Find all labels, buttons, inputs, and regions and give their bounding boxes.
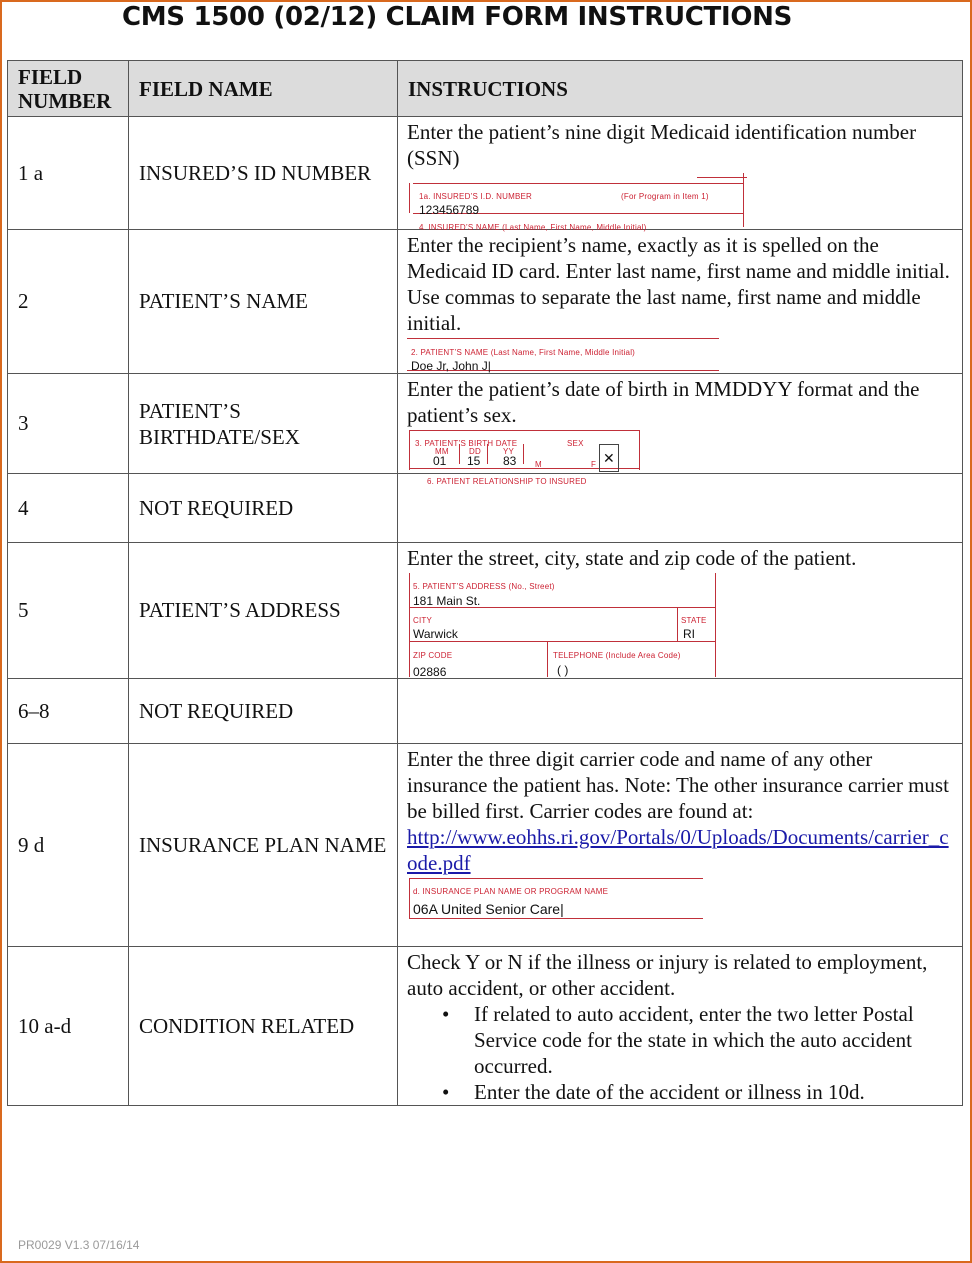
instruction-text: Enter the patient’s nine digit Medicaid identification number (SSN) <box>407 120 917 170</box>
form-snippet-address <box>407 571 956 677</box>
instruction-text: Enter the recipient’s name, exactly as it is spelled on the Medicaid ID card. Enter last name, first name and middle initial. Use commas to separate the last name, first name and middle initial. <box>407 233 950 335</box>
form-snippet-insured-id <box>407 171 956 232</box>
instruction-text: Enter the three digit carrier code and name of any other insurance the patient has. Note: The other insurance carrier must be billed first. Carrier codes are found at: <box>407 747 949 823</box>
field-name: CONDITION RELATED <box>129 947 398 1106</box>
form-snippet-birthdate <box>407 428 956 486</box>
form-label: F <box>591 460 597 469</box>
form-label: 4. INSURED’S NAME (Last Name, First Name, Middle Initial) <box>419 223 647 232</box>
list-item: • If related to auto accident, enter the two letter Postal Service code for the state in which the auto accident occurred. <box>474 1001 956 1079</box>
form-value: 83 <box>503 454 517 468</box>
field-number: 4 <box>8 474 129 543</box>
field-name: NOT REQUIRED <box>129 679 398 744</box>
form-label: (For Program in Item 1) <box>621 192 709 201</box>
field-number: 1 a <box>8 117 129 230</box>
instruction-cell <box>398 117 963 230</box>
form-snippet-insurance-plan <box>407 876 956 920</box>
page-title: CMS 1500 (02/12) CLAIM FORM INSTRUCTIONS <box>121 2 793 32</box>
form-label: MM <box>435 447 449 456</box>
field-number: 5 <box>8 543 129 679</box>
form-label: STATE <box>681 616 707 625</box>
field-number: 9 d <box>8 744 129 947</box>
form-label: 3. PATIENT’S BIRTH DATE <box>415 439 518 448</box>
table-row <box>8 117 963 230</box>
table-row <box>8 679 963 744</box>
form-label: 2. PATIENT’S NAME (Last Name, First Name, Middle Initial) <box>411 348 636 357</box>
form-label: ZIP CODE <box>413 651 453 660</box>
form-label: d. INSURANCE PLAN NAME OR PROGRAM NAME <box>413 887 609 896</box>
bullet-list <box>407 1001 956 1105</box>
form-value: Warwick <box>413 627 458 641</box>
carrier-code-link[interactable]: http://www.eohhs.ri.gov/Portals/0/Uploads/Documents/carrier_code.pdf <box>407 825 949 875</box>
form-value: RI <box>683 627 695 641</box>
table-header-row <box>8 61 963 117</box>
field-name: PATIENT’S BIRTHDATE/SEX <box>129 374 398 474</box>
form-value: 02886 <box>413 665 447 679</box>
instruction-cell <box>398 947 963 1106</box>
form-value: 123456789 <box>419 203 480 217</box>
instructions-table <box>7 60 963 1106</box>
list-item: • Enter the date of the accident or illness in 10d. <box>474 1079 956 1105</box>
table-row <box>8 744 963 947</box>
form-label: TELEPHONE (Include Area Code) <box>553 651 681 660</box>
table-row <box>8 230 963 374</box>
form-snippet-patient-name <box>407 336 956 372</box>
instruction-cell <box>398 374 963 486</box>
field-name: NOT REQUIRED <box>129 474 398 543</box>
field-name: INSURANCE PLAN NAME <box>129 744 398 947</box>
form-value: 181 Main St. <box>413 594 481 608</box>
form-label: YY <box>503 447 515 456</box>
instruction-cell <box>398 543 963 679</box>
sex-checkbox: ✕ <box>599 444 619 472</box>
instruction-text: Check Y or N if the illness or injury is related to employment, auto accident, or other accident. <box>407 950 928 1000</box>
field-number: 10 a-d <box>8 947 129 1106</box>
instruction-cell <box>398 679 963 744</box>
table-row <box>8 374 963 474</box>
field-name: INSURED’S ID NUMBER <box>129 117 398 230</box>
form-value: 06A United Senior Care| <box>413 901 564 917</box>
field-name: PATIENT’S NAME <box>129 230 398 374</box>
header-field-number: FIELD NUMBER <box>8 61 129 117</box>
form-label: DD <box>469 447 481 456</box>
table-row <box>8 543 963 679</box>
instruction-text: Enter the street, city, state and zip code of the patient. <box>407 546 857 570</box>
instruction-text: Enter the patient’s date of birth in MMDDYY format and the patient’s sex. <box>407 377 920 427</box>
field-number: 3 <box>8 374 129 474</box>
form-label: M <box>535 460 542 469</box>
form-label: 6. PATIENT RELATIONSHIP TO INSURED <box>427 477 587 486</box>
field-number: 2 <box>8 230 129 374</box>
field-name: PATIENT’S ADDRESS <box>129 543 398 679</box>
form-label: 1a. INSURED’S I.D. NUMBER <box>419 192 533 201</box>
form-value: Doe Jr, John J| <box>411 359 491 373</box>
form-value: 15 <box>467 454 481 468</box>
form-label: CITY <box>413 616 433 625</box>
form-value: ( ) <box>557 663 569 677</box>
header-field-name: FIELD NAME <box>129 61 398 117</box>
form-label: 5. PATIENT’S ADDRESS (No., Street) <box>413 582 555 591</box>
form-label: SEX <box>567 439 584 448</box>
table-row <box>8 947 963 1106</box>
instruction-cell <box>398 744 963 947</box>
header-instructions: INSTRUCTIONS <box>398 61 963 117</box>
document-footer: PR0029 V1.3 07/16/14 <box>18 1238 140 1252</box>
form-value: 01 <box>433 454 447 468</box>
field-number: 6–8 <box>8 679 129 744</box>
instruction-cell <box>398 230 963 374</box>
